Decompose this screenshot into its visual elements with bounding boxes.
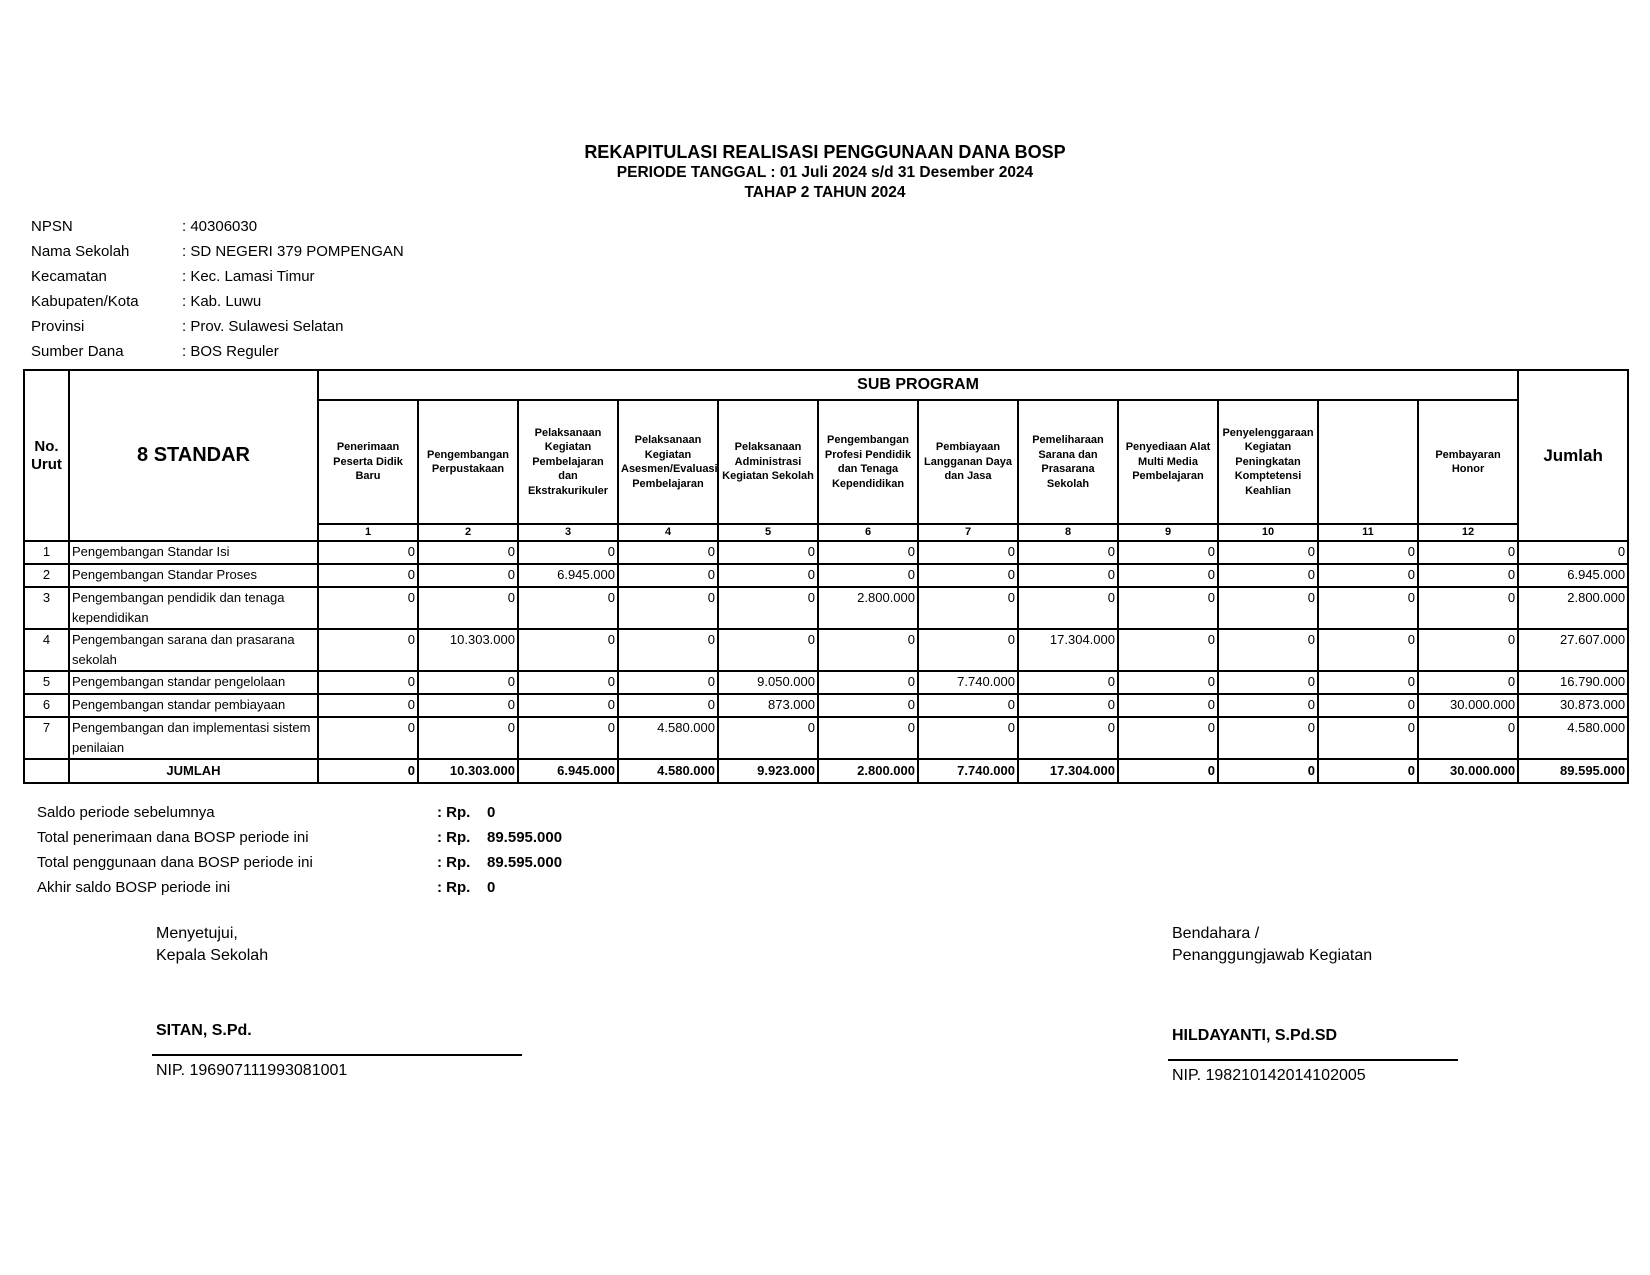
total-value: 30.000.000	[1418, 759, 1518, 783]
column-number: 10	[1218, 524, 1318, 541]
summary-amount: 89.595.000	[487, 854, 563, 871]
table-row	[24, 717, 1628, 759]
summary-label: Saldo periode sebelumnya	[37, 804, 215, 821]
row-number: 1	[24, 541, 69, 564]
total-row	[24, 759, 1628, 783]
row-value: 0	[918, 541, 1018, 564]
row-value: 2.800.000	[818, 587, 918, 629]
table-row	[24, 541, 1628, 564]
total-value: 0	[1318, 759, 1418, 783]
row-value: 0	[1018, 717, 1118, 759]
row-value: 0	[418, 694, 518, 717]
column-number: 9	[1118, 524, 1218, 541]
column-header: Penyelenggaraan Kegiatan Peningkatan Komptetensi Keahlian	[1218, 400, 1318, 524]
row-value: 0	[318, 694, 418, 717]
summary-amount: 0	[487, 879, 496, 896]
summary-amount: 0	[487, 804, 496, 821]
row-value: 0	[1418, 587, 1518, 629]
row-value: 0	[918, 564, 1018, 587]
title-period: PERIODE TANGGAL : 01 Juli 2024 s/d 31 Desember 2024	[616, 164, 1034, 181]
total-spacer	[24, 759, 69, 783]
signature-principal	[156, 923, 526, 1083]
total-value: 17.304.000	[1018, 759, 1118, 783]
column-header: Pembayaran Honor	[1418, 400, 1518, 524]
row-value: 0	[918, 629, 1018, 671]
row-standar: Pengembangan dan implementasi sistem penilaian	[69, 717, 318, 759]
column-number: 11	[1318, 524, 1418, 541]
row-value: 0	[418, 541, 518, 564]
info-row	[31, 267, 404, 292]
row-value: 0	[818, 629, 918, 671]
table-row	[24, 694, 1628, 717]
row-jumlah: 4.580.000	[1518, 717, 1628, 759]
row-value: 0	[1218, 671, 1318, 694]
row-value: 9.050.000	[718, 671, 818, 694]
row-value: 0	[418, 564, 518, 587]
row-standar: Pengembangan Standar Isi	[69, 541, 318, 564]
info-label: NPSN	[31, 218, 73, 235]
total-value: 4.580.000	[618, 759, 718, 783]
row-number: 6	[24, 694, 69, 717]
row-value: 0	[1118, 629, 1218, 671]
column-number: 4	[618, 524, 718, 541]
column-header: Penyediaan Alat Multi Media Pembelajaran	[1118, 400, 1218, 524]
row-number: 7	[24, 717, 69, 759]
row-value: 0	[1218, 564, 1318, 587]
row-value: 0	[318, 671, 418, 694]
row-value: 0	[818, 717, 918, 759]
column-number: 5	[718, 524, 818, 541]
row-value: 0	[318, 587, 418, 629]
column-header: Pelaksanaan Kegiatan Pembelajaran dan Ekstrakurikuler	[518, 400, 618, 524]
column-header: Pelaksanaan Administrasi Kegiatan Sekolah	[718, 400, 818, 524]
row-value: 0	[818, 671, 918, 694]
total-value: 0	[1118, 759, 1218, 783]
total-value: 0	[318, 759, 418, 783]
info-label: Kabupaten/Kota	[31, 293, 139, 310]
row-value: 0	[918, 587, 1018, 629]
column-number: 6	[818, 524, 918, 541]
summary-label: Total penerimaan dana BOSP periode ini	[37, 829, 309, 846]
column-number: 1	[318, 524, 418, 541]
row-value: 873.000	[718, 694, 818, 717]
row-value: 0	[1018, 587, 1118, 629]
table-row	[24, 671, 1628, 694]
row-value: 0	[418, 587, 518, 629]
row-value: 0	[1218, 717, 1318, 759]
total-value: 2.800.000	[818, 759, 918, 783]
column-header: Penerimaan Peserta Didik Baru	[318, 400, 418, 524]
row-value: 10.303.000	[418, 629, 518, 671]
row-value: 17.304.000	[1018, 629, 1118, 671]
sub-program-header: SUB PROGRAM	[318, 370, 1518, 400]
row-standar: Pengembangan standar pembiayaan	[69, 694, 318, 717]
row-value: 0	[618, 564, 718, 587]
info-row	[31, 292, 404, 317]
standar-header: 8 STANDAR	[69, 370, 318, 541]
row-value: 0	[818, 694, 918, 717]
info-value: : Kab. Luwu	[182, 293, 262, 310]
row-number: 3	[24, 587, 69, 629]
realisasi-table	[23, 369, 1629, 784]
summary-row	[37, 803, 562, 828]
row-standar: Pengembangan Standar Proses	[69, 564, 318, 587]
info-row	[31, 317, 404, 342]
signature-name: HILDAYANTI, S.Pd.SD	[1172, 1027, 1338, 1044]
total-value: 0	[1218, 759, 1318, 783]
info-row	[31, 342, 404, 367]
row-jumlah: 6.945.000	[1518, 564, 1628, 587]
column-number: 12	[1418, 524, 1518, 541]
info-label: Sumber Dana	[31, 343, 124, 360]
table-row	[24, 564, 1628, 587]
row-value: 30.000.000	[1418, 694, 1518, 717]
balance-summary	[37, 803, 562, 903]
row-value: 0	[1118, 717, 1218, 759]
row-value: 0	[718, 629, 818, 671]
row-value: 0	[518, 694, 618, 717]
row-number: 2	[24, 564, 69, 587]
row-value: 0	[318, 629, 418, 671]
signature-line	[152, 1054, 522, 1056]
title-main: REKAPITULASI REALISASI PENGGUNAAN DANA BOSP	[584, 142, 1066, 162]
row-value: 0	[618, 587, 718, 629]
row-value: 0	[1018, 564, 1118, 587]
signature-treasurer	[1172, 923, 1462, 1083]
info-value: : BOS Reguler	[182, 343, 279, 360]
summary-rp: : Rp.	[437, 804, 471, 821]
signature-role: Kepala Sekolah	[156, 947, 269, 964]
row-value: 0	[418, 717, 518, 759]
row-jumlah: 30.873.000	[1518, 694, 1628, 717]
signature-role-label: Bendahara /	[1172, 925, 1260, 942]
row-value: 0	[518, 629, 618, 671]
column-number: 8	[1018, 524, 1118, 541]
row-jumlah: 2.800.000	[1518, 587, 1628, 629]
info-value: : SD NEGERI 379 POMPENGAN	[182, 243, 404, 260]
row-standar: Pengembangan pendidik dan tenaga kependidikan	[69, 587, 318, 629]
row-value: 0	[618, 671, 718, 694]
column-number: 7	[918, 524, 1018, 541]
row-value: 0	[1118, 564, 1218, 587]
row-value: 0	[318, 717, 418, 759]
table-row	[24, 587, 1628, 629]
row-value: 0	[318, 564, 418, 587]
info-value: : Prov. Sulawesi Selatan	[182, 318, 344, 335]
row-number: 4	[24, 629, 69, 671]
row-value: 4.580.000	[618, 717, 718, 759]
row-value: 0	[1018, 541, 1118, 564]
title-stage: TAHAP 2 TAHUN 2024	[744, 184, 906, 201]
column-header: Pembiayaan Langganan Daya dan Jasa	[918, 400, 1018, 524]
summary-row	[37, 828, 562, 853]
row-value: 0	[518, 717, 618, 759]
row-value: 0	[1018, 694, 1118, 717]
row-value: 0	[618, 629, 718, 671]
row-value: 0	[918, 717, 1018, 759]
row-value: 0	[1118, 671, 1218, 694]
row-value: 0	[718, 587, 818, 629]
signature-nip: NIP. 198210142014102005	[1172, 1067, 1366, 1084]
row-jumlah: 16.790.000	[1518, 671, 1628, 694]
table-row	[24, 629, 1628, 671]
row-value: 0	[1218, 694, 1318, 717]
row-value: 0	[1218, 541, 1318, 564]
row-value: 0	[318, 541, 418, 564]
row-value: 0	[1218, 587, 1318, 629]
row-value: 0	[718, 717, 818, 759]
row-value: 0	[1418, 671, 1518, 694]
row-value: 0	[1318, 541, 1418, 564]
row-value: 0	[618, 541, 718, 564]
row-jumlah: 0	[1518, 541, 1628, 564]
row-value: 0	[1318, 629, 1418, 671]
info-label: Kecamatan	[31, 268, 107, 285]
row-standar: Pengembangan standar pengelolaan	[69, 671, 318, 694]
no-urut-header: No. Urut	[24, 370, 69, 541]
row-number: 5	[24, 671, 69, 694]
row-value: 0	[718, 564, 818, 587]
jumlah-header: Jumlah	[1518, 370, 1628, 541]
info-value: : 40306030	[182, 218, 258, 235]
column-header: Pelaksanaan Kegiatan Asesmen/Evaluasi Pembelajaran	[618, 400, 718, 524]
total-value: 9.923.000	[718, 759, 818, 783]
signature-line	[1168, 1059, 1458, 1061]
row-value: 0	[1318, 671, 1418, 694]
row-value: 0	[1418, 564, 1518, 587]
row-value: 0	[1118, 541, 1218, 564]
total-value: 6.945.000	[518, 759, 618, 783]
summary-row	[37, 853, 562, 878]
signature-name: SITAN, S.Pd.	[156, 1022, 252, 1039]
column-number: 3	[518, 524, 618, 541]
row-jumlah: 27.607.000	[1518, 629, 1628, 671]
header-row-top	[24, 370, 1628, 400]
row-value: 0	[518, 587, 618, 629]
summary-row	[37, 878, 562, 903]
school-info	[31, 217, 404, 367]
total-value: 10.303.000	[418, 759, 518, 783]
signature-role: Penanggungjawab Kegiatan	[1172, 947, 1373, 964]
row-value: 0	[718, 541, 818, 564]
row-value: 0	[1118, 694, 1218, 717]
row-value: 0	[418, 671, 518, 694]
row-value: 0	[1318, 694, 1418, 717]
summary-label: Akhir saldo BOSP periode ini	[37, 879, 231, 896]
row-value: 0	[818, 564, 918, 587]
document-title-block	[0, 141, 1650, 203]
row-value: 0	[1118, 587, 1218, 629]
signature-nip: NIP. 196907111993081001	[156, 1062, 348, 1079]
row-standar: Pengembangan sarana dan prasarana sekolah	[69, 629, 318, 671]
row-value: 0	[518, 541, 618, 564]
row-value: 0	[918, 694, 1018, 717]
summary-amount: 89.595.000	[487, 829, 563, 846]
row-value: 0	[1418, 717, 1518, 759]
total-value: 7.740.000	[918, 759, 1018, 783]
row-value: 0	[518, 671, 618, 694]
row-value: 0	[1318, 717, 1418, 759]
row-value: 0	[618, 694, 718, 717]
column-header: Pengembangan Perpustakaan	[418, 400, 518, 524]
row-value: 0	[1018, 671, 1118, 694]
summary-rp: : Rp.	[437, 879, 471, 896]
info-row	[31, 242, 404, 267]
row-value: 7.740.000	[918, 671, 1018, 694]
info-label: Provinsi	[31, 318, 85, 335]
info-value: : Kec. Lamasi Timur	[182, 268, 315, 285]
row-value: 6.945.000	[518, 564, 618, 587]
row-value: 0	[1418, 629, 1518, 671]
column-number: 2	[418, 524, 518, 541]
column-header: Pengembangan Profesi Pendidik dan Tenaga Kependidikan	[818, 400, 918, 524]
row-value: 0	[1318, 587, 1418, 629]
total-jumlah: 89.595.000	[1518, 759, 1628, 783]
total-label: JUMLAH	[69, 759, 318, 783]
row-value: 0	[1418, 541, 1518, 564]
summary-rp: : Rp.	[437, 854, 471, 871]
row-value: 0	[1218, 629, 1318, 671]
summary-label: Total penggunaan dana BOSP periode ini	[37, 854, 313, 871]
row-value: 0	[818, 541, 918, 564]
column-header	[1318, 400, 1418, 524]
signature-approval-label: Menyetujui,	[156, 925, 238, 942]
info-row	[31, 217, 404, 242]
summary-rp: : Rp.	[437, 829, 471, 846]
info-label: Nama Sekolah	[31, 243, 130, 260]
column-header: Pemeliharaan Sarana dan Prasarana Sekolah	[1018, 400, 1118, 524]
row-value: 0	[1318, 564, 1418, 587]
